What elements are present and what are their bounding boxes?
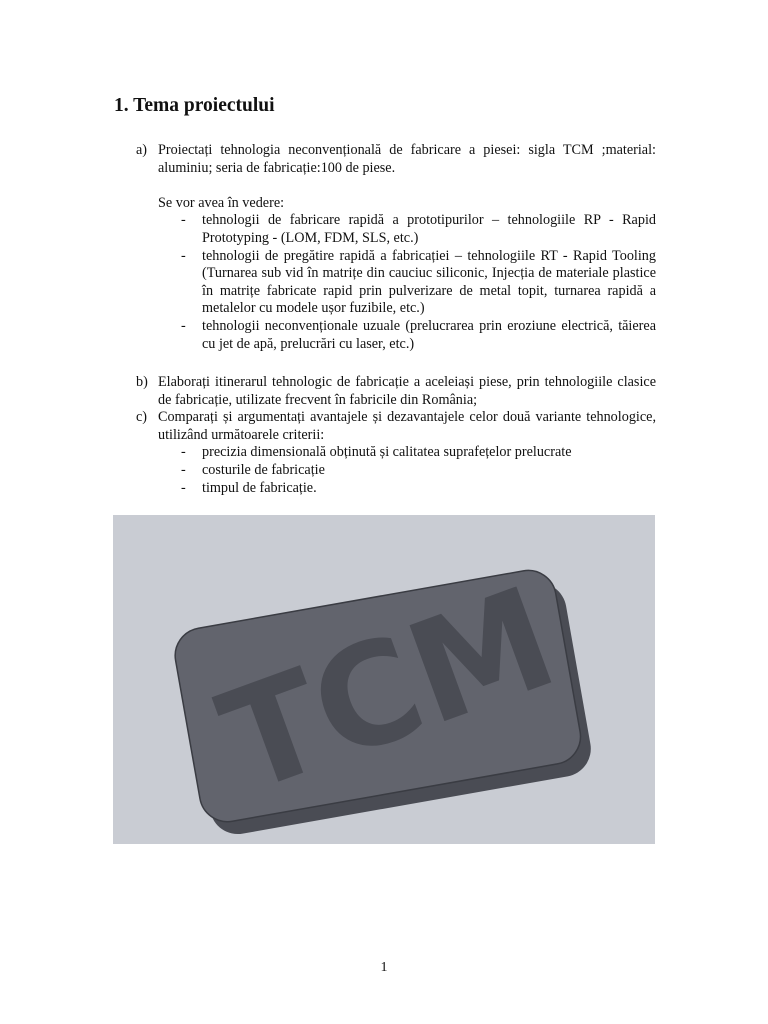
item-a-text: Proiectați tehnologia neconvențională de fabricare a piesei: sigla TCM ;material: aluminiu; seria de fabricație:100 de piese. bbox=[158, 142, 656, 176]
item-a-bullet-2 bbox=[114, 248, 656, 318]
item-a-bullet-1 bbox=[114, 212, 656, 247]
item-c-bullet-2 bbox=[114, 462, 656, 480]
item-c-bullet-1 bbox=[114, 444, 656, 462]
item-c-bullet-1-text: precizia dimensională obținută și calitatea suprafețelor prelucrate bbox=[202, 444, 572, 461]
dash-marker: - bbox=[181, 461, 186, 478]
item-b-c bbox=[114, 374, 656, 497]
item-c-bullet-3 bbox=[114, 480, 656, 498]
page-number: 1 bbox=[380, 960, 388, 975]
item-a-marker: a) bbox=[136, 142, 148, 158]
item-c-text: Comparați și argumentați avantajele și dezavantajele celor două variante tehnologice, utilizând următoarele criterii: bbox=[158, 409, 656, 443]
item-a-bullet-1-text: tehnologii de fabricare rapidă a prototipurilor – tehnologiile RP - Rapid Prototyping - (LOM, FDM, SLS, etc.) bbox=[202, 212, 656, 246]
item-a bbox=[114, 142, 656, 353]
tcm-logo-render bbox=[113, 515, 655, 844]
item-b-text: Elaborați itinerarul tehnologic de fabricație a aceleiași piese, prin tehnologiile clasice de fabricație, utilizate frecvent în fabricile din România; bbox=[158, 374, 656, 408]
item-a-bullet-3 bbox=[114, 318, 656, 353]
item-a-bullet-3-text: tehnologii neconvenționale uzuale (prelucrarea prin eroziune electrică, tăierea cu jet de apă, prelucrări cu laser, etc.) bbox=[202, 317, 656, 352]
dash-marker: - bbox=[181, 317, 186, 334]
item-a-bullet-2-text: tehnologii de pregătire rapidă a fabricației – tehnologiile RT - Rapid Tooling (Turnarea sub vid în matrițe din cauciuc siliconic, Injecția de materiale plastice în matrițe fabricate rapid prin pulverizare de metal topit, turnarea rapidă a metalelor cu modele ușor fuzibile, etc.) bbox=[202, 247, 656, 317]
dash-marker: - bbox=[181, 444, 186, 461]
dash-marker: - bbox=[181, 247, 186, 264]
item-b-paragraph bbox=[114, 374, 656, 409]
item-c-bullet-3-text: timpul de fabricație. bbox=[202, 479, 317, 496]
tcm-logo-figure bbox=[113, 515, 655, 844]
item-c-bullet-2-text: costurile de fabricație bbox=[202, 461, 325, 478]
item-a-intro: Se vor avea în vedere: bbox=[158, 194, 285, 211]
item-b-marker: b) bbox=[136, 374, 148, 390]
dash-marker: - bbox=[181, 212, 186, 229]
item-c-paragraph bbox=[114, 409, 656, 444]
item-a-paragraph bbox=[114, 142, 656, 177]
plate-face bbox=[171, 566, 585, 826]
item-c-marker: c) bbox=[136, 409, 148, 426]
dash-marker: - bbox=[181, 479, 186, 496]
section-heading: 1. Tema proiectului bbox=[114, 95, 275, 116]
